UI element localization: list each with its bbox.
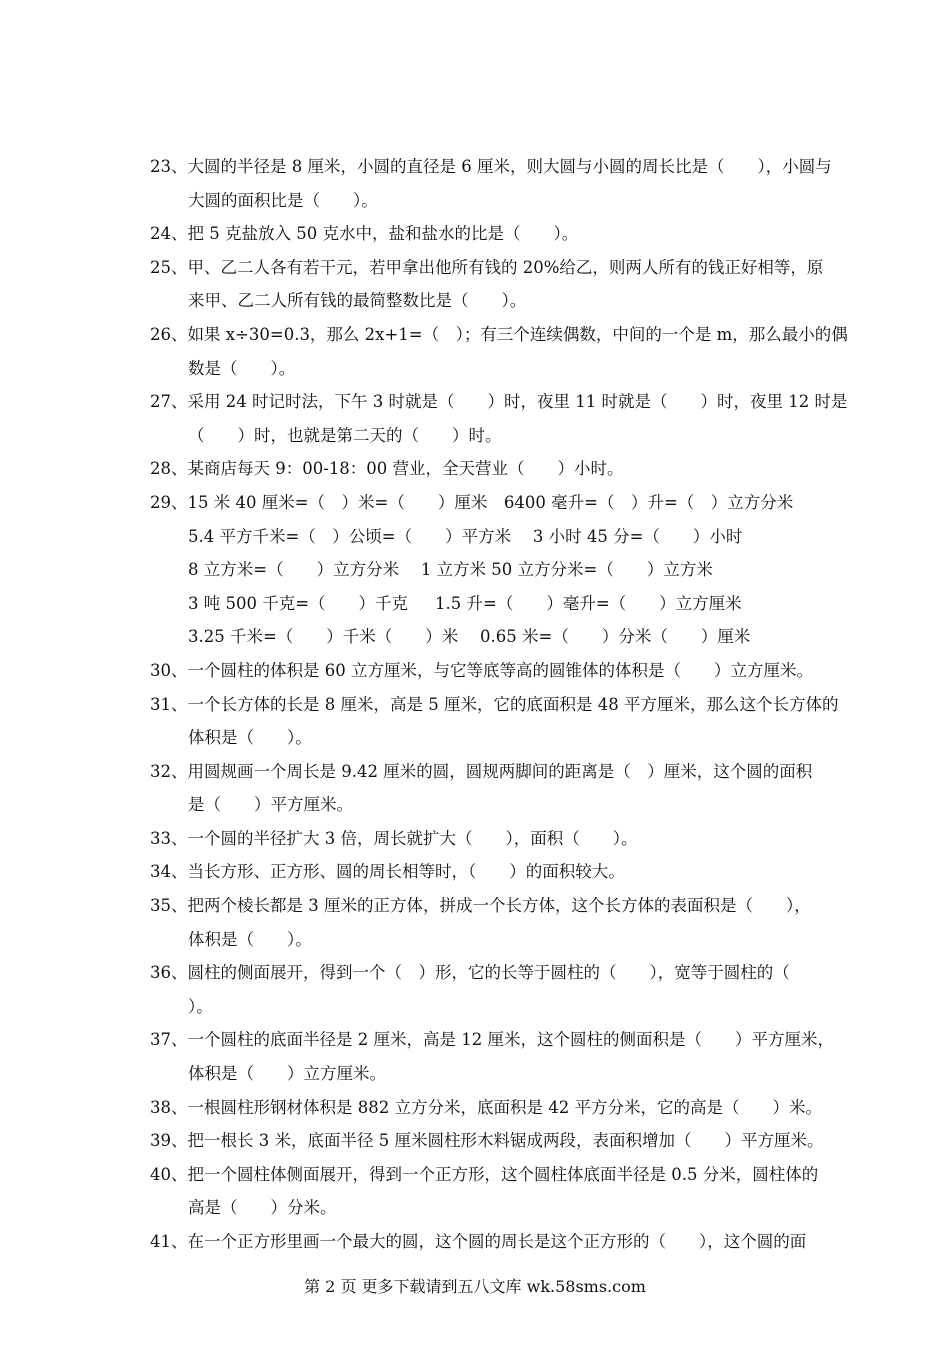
question-item xyxy=(150,1225,910,1259)
question-text: 用圆规画一个周长是 9.42 厘米的圆，圆规两脚间的距离是（ ）厘米，这个圆的面积 xyxy=(187,761,813,781)
question-text: 一个圆的半径扩大 3 倍，周长就扩大（ ），面积（ ）。 xyxy=(187,828,638,848)
question-item xyxy=(150,486,910,654)
question-list xyxy=(150,150,910,1259)
unit-conversion-line: 5.4 平方千米=（ ）公顷=（ ）平方米 3 小时 45 分=（ ）小时 xyxy=(188,526,743,546)
question-text-continued: 体积是（ ）。 xyxy=(188,728,312,748)
question-text: 一个圆柱的底面半径是 2 厘米，高是 12 厘米，这个圆柱的侧面积是（ ）平方厘米， xyxy=(187,1030,834,1050)
page-footer: 第 2 页 更多下载请到五八文库 wk.58sms.com xyxy=(304,1277,646,1296)
question-item xyxy=(150,251,910,318)
unit-conversion-line: 3.25 千米=（ ）千米（ ）米 0.65 米=（ ）分米（ ）厘米 xyxy=(188,627,751,647)
question-text: 采用 24 时记时法，下午 3 时就是（ ）时，夜里 11 时就是（ ）时，夜里 12 时是 xyxy=(187,392,848,412)
question-text-continued: 体积是（ ）。 xyxy=(188,929,312,949)
question-text-continued: 是（ ）平方厘米。 xyxy=(188,795,353,815)
question-number: 36、 xyxy=(150,963,188,983)
question-item xyxy=(150,855,910,889)
question-number: 27、 xyxy=(150,392,188,412)
question-text: 在一个正方形里画一个最大的圆，这个圆的周长是这个正方形的（ ），这个圆的面 xyxy=(187,1232,807,1251)
unit-conversion-line: 3 吨 500 千克=（ ）千克 1.5 升=（ ）毫升=（ ）立方厘米 xyxy=(188,593,742,613)
question-text: 当长方形、正方形、圆的周长相等时，（ ）的面积较大。 xyxy=(187,862,625,882)
question-text-continued: ）。 xyxy=(188,996,213,1016)
question-text: 把一根长 3 米，底面半径 5 厘米圆柱形木料锯成两段，表面积增加（ ）平方厘米。 xyxy=(187,1131,824,1151)
question-item xyxy=(150,1023,910,1090)
question-text: 把 5 克盐放入 50 克水中，盐和盐水的比是（ ）。 xyxy=(187,224,579,244)
question-number: 34、 xyxy=(150,862,188,882)
question-item xyxy=(150,1091,910,1125)
question-number: 32、 xyxy=(150,761,188,781)
question-text: 甲、乙二人各有若干元，若甲拿出他所有钱的 20%给乙，则两人所有的钱正好相等，原 xyxy=(187,257,824,277)
question-text-continued: 大圆的面积比是（ ）。 xyxy=(188,190,378,210)
question-text-continued: （ ）时，也就是第二天的（ ）时。 xyxy=(188,425,502,445)
question-item xyxy=(150,688,910,755)
question-item xyxy=(150,1124,910,1158)
question-item xyxy=(150,889,910,956)
question-number: 38、 xyxy=(150,1097,188,1117)
question-number: 31、 xyxy=(150,694,188,714)
question-item xyxy=(150,217,910,251)
question-item xyxy=(150,150,910,217)
question-text: 把一个圆柱体侧面展开，得到一个正方形，这个圆柱体底面半径是 0.5 分米，圆柱体的 xyxy=(187,1164,819,1184)
question-text-continued: 来甲、乙二人所有钱的最简整数比是（ ）。 xyxy=(188,291,527,311)
question-item xyxy=(150,822,910,856)
question-text: 大圆的半径是 8 厘米，小圆的直径是 6 厘米，则大圆与小圆的周长比是（ ），小圆与 xyxy=(187,157,832,176)
question-number: 41、 xyxy=(150,1232,188,1251)
question-text: 圆柱的侧面展开，得到一个（ ）形，它的长等于圆柱的（ ），宽等于圆柱的（ xyxy=(187,963,790,983)
question-number: 40、 xyxy=(150,1164,188,1184)
question-number: 24、 xyxy=(150,224,188,244)
question-text: 某商店每天 9：00-18：00 营业，全天营业（ ）小时。 xyxy=(187,459,624,479)
question-text: 一根圆柱形钢材体积是 882 立方分米，底面积是 42 平方分米，它的高是（ ）米。 xyxy=(187,1097,822,1117)
question-item xyxy=(150,654,910,688)
question-number: 28、 xyxy=(150,459,188,479)
question-number: 23、 xyxy=(150,157,188,176)
unit-conversion-line: 8 立方米=（ ）立方分米 1 立方米 50 立方分米=（ ）立方米 xyxy=(188,560,713,580)
question-item xyxy=(150,452,910,486)
question-number: 29、 xyxy=(150,492,188,512)
question-text: 一个长方体的长是 8 厘米，高是 5 厘米，它的底面积是 48 平方厘米，那么这个长方体的 xyxy=(187,694,839,714)
question-number: 39、 xyxy=(150,1131,188,1151)
question-number: 26、 xyxy=(150,324,188,344)
question-item xyxy=(150,956,910,1023)
question-text: 如果 x÷30=0.3，那么 2x+1=（ ）；有三个连续偶数，中间的一个是 m，那么最小的偶 xyxy=(187,324,848,344)
question-number: 30、 xyxy=(150,660,188,680)
question-item xyxy=(150,1158,910,1225)
question-text: 15 米 40 厘米=（ ）米=（ ）厘米 6400 毫升=（ ）升=（ ）立方分米 xyxy=(187,492,794,512)
question-text: 一个圆柱的体积是 60 立方厘米，与它等底等高的圆锥体的体积是（ ）立方厘米。 xyxy=(187,660,813,680)
question-number: 35、 xyxy=(150,896,188,916)
question-text-continued: 体积是（ ）立方厘米。 xyxy=(188,1064,386,1084)
question-text: 把两个棱长都是 3 厘米的正方体，拼成一个长方体，这个长方体的表面积是（ ）， xyxy=(187,896,811,916)
question-text-continued: 高是（ ）分米。 xyxy=(188,1198,337,1218)
question-item xyxy=(150,318,910,385)
question-number: 37、 xyxy=(150,1030,188,1050)
question-item xyxy=(150,385,910,452)
question-text-continued: 数是（ ）。 xyxy=(188,358,296,378)
question-item xyxy=(150,755,910,822)
question-number: 33、 xyxy=(150,828,188,848)
question-number: 25、 xyxy=(150,257,188,277)
